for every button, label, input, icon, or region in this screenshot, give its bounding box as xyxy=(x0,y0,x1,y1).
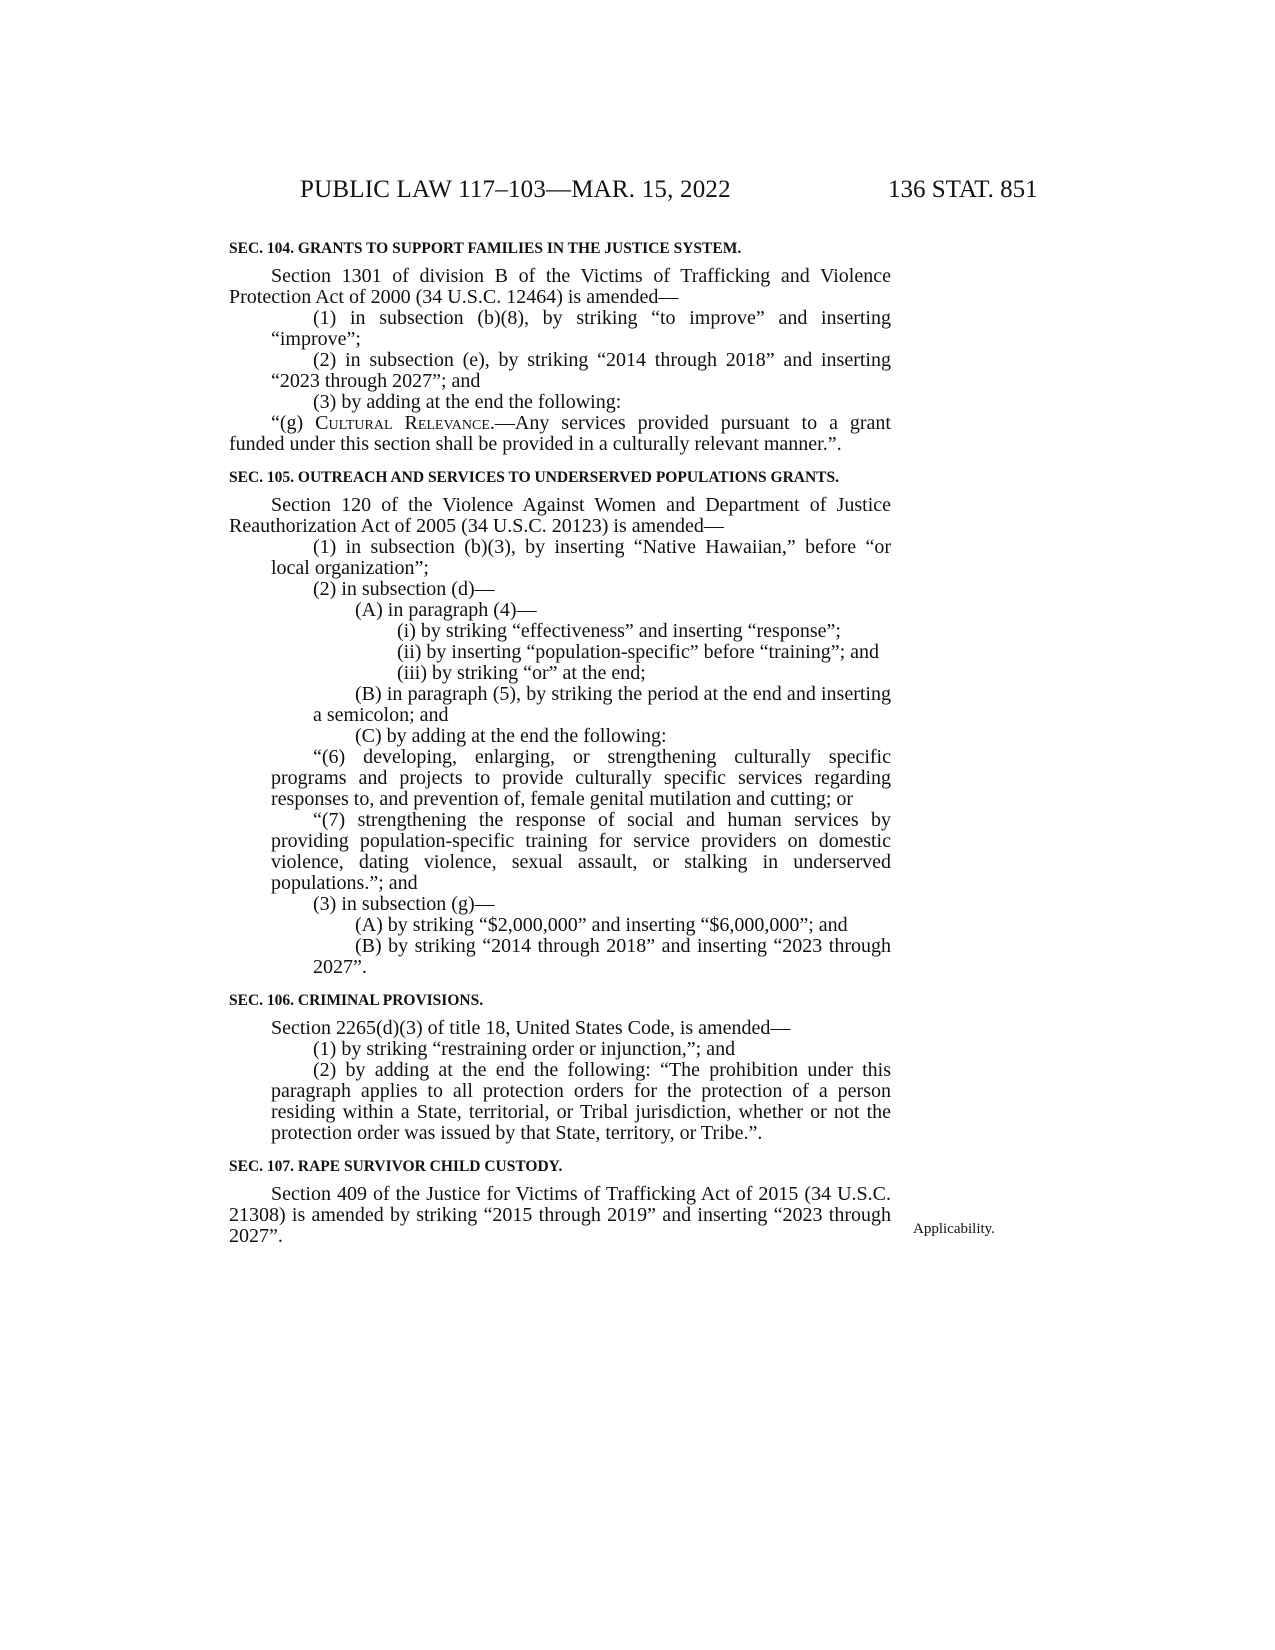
list-item: (B) in paragraph (5), by striking the period at the end and inserting a semicolon; and xyxy=(313,683,891,726)
page-reference: 136 STAT. 851 xyxy=(888,176,1038,203)
section-heading: SEC. 104. GRANTS TO SUPPORT FAMILIES IN THE JUSTICE SYSTEM. xyxy=(229,240,742,257)
margin-note: Applicability. xyxy=(913,1221,995,1237)
list-item: (i) by striking “effectiveness” and inserting “response”; xyxy=(397,620,841,642)
section-heading: SEC. 106. CRIMINAL PROVISIONS. xyxy=(229,992,484,1009)
list-item: (1) in subsection (b)(8), by striking “to improve” and inserting “improve”; xyxy=(271,307,891,350)
quoted-subsection-text: .—Any services provided pursuant to a grant funded under this section shall be provided in a culturally relevant manner.”. xyxy=(229,412,891,455)
section-104 xyxy=(229,238,891,455)
list-item: (2) in subsection (d)— xyxy=(313,578,495,600)
section-106 xyxy=(229,990,891,1144)
list-item: (1) by striking “restraining order or injunction,”; and xyxy=(313,1038,736,1060)
list-item: (2) in subsection (e), by striking “2014 through 2018” and inserting “2023 through 2027”; and xyxy=(271,349,891,392)
list-item: (3) by adding at the end the following: xyxy=(313,391,622,413)
list-item: (C) by adding at the end the following: xyxy=(355,725,667,747)
quoted-paragraph: “(7) strengthening the response of social and human services by providing population-specific training for service providers on domestic violence, dating violence, sexual assault, or stalking in underserved populations.”; and xyxy=(271,809,891,894)
section-105 xyxy=(229,467,891,978)
list-item: (1) in subsection (b)(3), by inserting “Native Hawaiian,” before “or local organization”; xyxy=(271,536,891,579)
list-item: (ii) by inserting “population-specific” before “training”; and xyxy=(397,641,880,663)
subsection-caption: Cultural Relevance xyxy=(315,412,490,434)
section-intro: Section 2265(d)(3) of title 18, United States Code, is amended— xyxy=(271,1017,791,1039)
section-107 xyxy=(229,1156,891,1247)
section-intro: Section 120 of the Violence Against Women and Department of Justice Reauthorization Act of 2005 (34 U.S.C. 20123) is amended— xyxy=(229,494,891,537)
list-item: (A) by striking “$2,000,000” and inserting “$6,000,000”; and xyxy=(355,914,848,936)
quoted-subsection-open: “(g) xyxy=(271,412,316,434)
quoted-paragraph: “(6) developing, enlarging, or strengthening culturally specific programs and projects to provide culturally specific services regarding responses to, and prevention of, female genital mutilation and cutting; or xyxy=(271,746,891,810)
section-intro: Section 1301 of division B of the Victims of Trafficking and Violence Protection Act of 2000 (34 U.S.C. 12464) is amended— xyxy=(229,265,891,308)
list-item: (3) in subsection (g)— xyxy=(313,893,495,915)
list-item: (A) in paragraph (4)— xyxy=(355,599,537,621)
section-heading: SEC. 107. RAPE SURVIVOR CHILD CUSTODY. xyxy=(229,1158,563,1175)
page-title: PUBLIC LAW 117–103—MAR. 15, 2022 xyxy=(300,176,731,203)
document-body xyxy=(229,238,891,1247)
quoted-subsection xyxy=(229,413,891,455)
section-text: Section 409 of the Justice for Victims of Trafficking Act of 2015 (34 U.S.C. 21308) is amended by striking “2015 through 2019” and inserting “2023 through 2027”. xyxy=(229,1183,891,1247)
running-head xyxy=(0,176,1275,216)
list-item: (2) by adding at the end the following: “The prohibition under this paragraph applies to all protection orders for the protection of a person residing within a State, territorial, or Tribal jurisdiction, whether or not the protection order was issued by that State, territory, or Tribe.”. xyxy=(271,1059,891,1144)
list-item: (B) by striking “2014 through 2018” and inserting “2023 through 2027”. xyxy=(313,935,891,978)
section-heading: SEC. 105. OUTREACH AND SERVICES TO UNDERSERVED POPULATIONS GRANTS. xyxy=(229,469,839,486)
list-item: (iii) by striking “or” at the end; xyxy=(397,662,646,684)
